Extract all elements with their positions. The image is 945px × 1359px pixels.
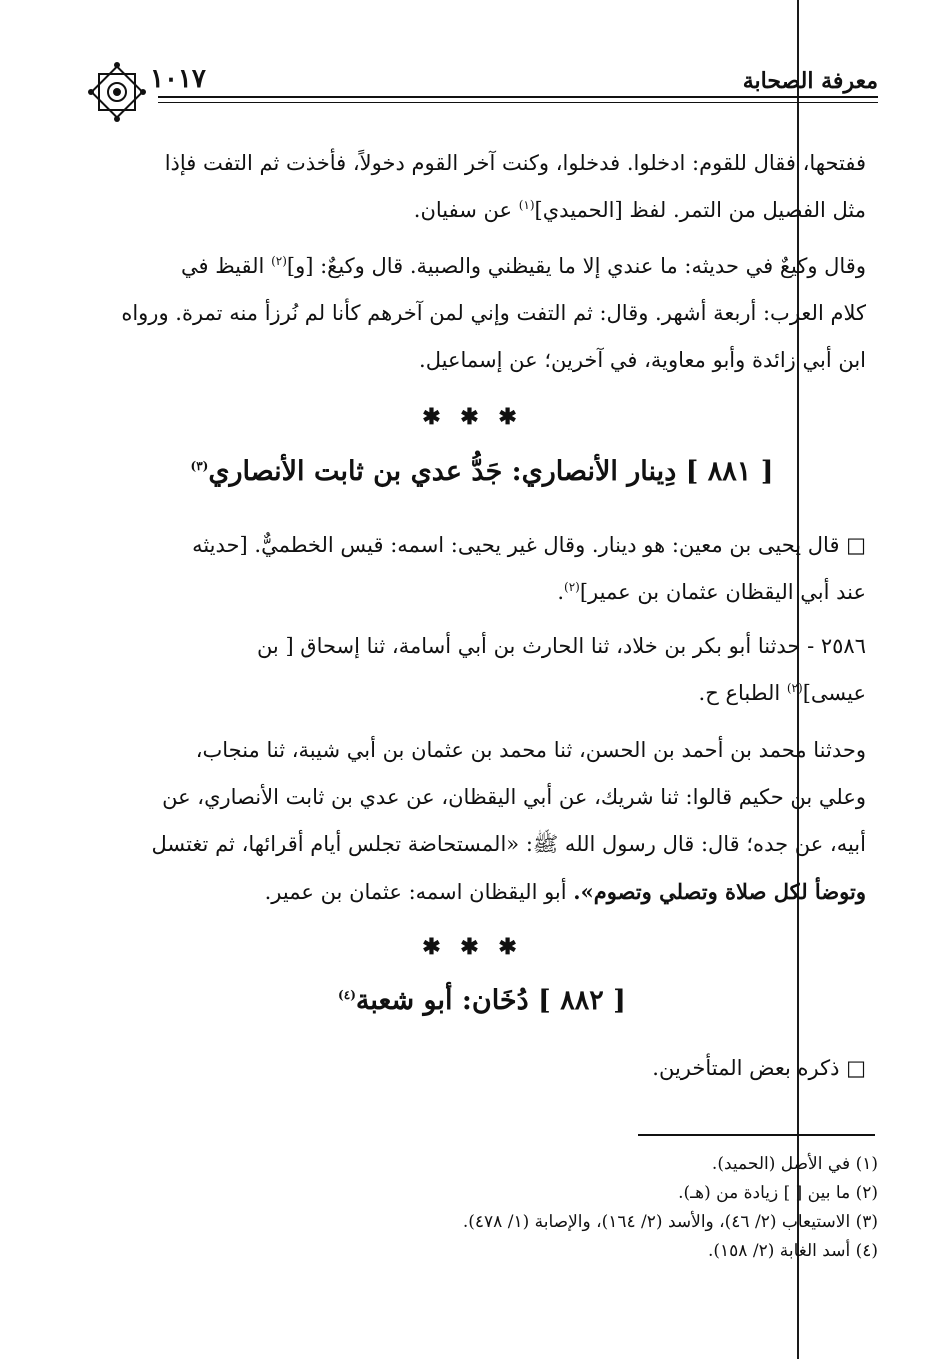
- entry-heading-881: [98, 456, 866, 487]
- hadith-2586-isnad: [98, 623, 866, 717]
- footnote-item: (٣) الاستيعاب (٢/ ٤٦)، والأسد (٢/ ١٦٤)، والإصابة (١/ ٤٧٨).: [462, 1212, 878, 1232]
- rosette-ornament-icon: [88, 60, 146, 124]
- text-line: كلام العرب: أربعة أشهر. وقال: ثم التفت وإني لمن آخرهم كأنا لم نُرزأ منه تمرة. ورواه: [121, 301, 866, 325]
- entry-881-bio: [98, 522, 866, 616]
- text-line: [98, 243, 866, 290]
- continuation-paragraph: [98, 140, 866, 234]
- text-line: ففتحها، فقال للقوم: ادخلوا. فدخلوا، وكنت آخر القوم دخولاً، فأخذت ثم التفت فإذا: [164, 151, 866, 175]
- footnote-ref: (٢): [271, 254, 287, 268]
- section-separator: ✱ ✱ ✱: [422, 404, 523, 430]
- text-line: وحدثنا محمد بن أحمد بن الحسن، ثنا محمد بن عثمان بن أبي شيبة، ثنا منجاب،: [195, 738, 866, 762]
- footnote-item: (٢) ما بين [ ] زيادة من (هـ).: [678, 1183, 878, 1203]
- text-line: أبيه، عن جده؛ قال: قال رسول الله ﷺ: «المستحاضة تجلس أيام أقرائها، ثم تغتسل: [151, 832, 866, 856]
- page-number: ١٠١٧: [150, 64, 206, 94]
- footnote-item: (٤) أسد الغابة (٢/ ١٥٨).: [707, 1241, 878, 1261]
- text-segment: .: [557, 580, 565, 604]
- footnote-ref: (١): [518, 198, 535, 212]
- footnote-item: (١) في الأصل (الحميد).: [711, 1154, 878, 1174]
- hadith-2586-body: [98, 727, 866, 916]
- footnote-rule: [638, 1134, 875, 1136]
- footnotes: [98, 1150, 878, 1266]
- text-segment: عن سفيان.: [413, 198, 519, 222]
- entry-heading-882: [98, 985, 866, 1016]
- text-segment: عيسى]: [802, 681, 866, 705]
- text-line: ٢٥٨٦ - حدثنا أبو بكر بن خلاد، ثنا الحارث بن أبي أسامة، ثنا إسحاق [ بن: [256, 634, 866, 658]
- section-separator: ✱ ✱ ✱: [422, 934, 523, 960]
- text-segment: أبو اليقظان اسمه: عثمان بن عمير.: [264, 880, 574, 904]
- text-segment: القيظ في: [181, 254, 272, 278]
- heading-text: [ ٨٨١ ] دِينار الأنصاري: جَدُّ عدي بن ثابت الأنصاري: [208, 456, 774, 487]
- text-line: ابن أبي زائدة وأبو معاوية، في آخرين؛ عن إسماعيل.: [419, 348, 866, 372]
- text-line: □ قال يحيى بن معين: هو دينار. وقال غير يحيى: اسمه: قيس الخطميٌّ. [حديثه: [192, 533, 866, 557]
- book-title: معرفة الصحابة: [742, 68, 878, 94]
- waki-paragraph: [98, 243, 866, 384]
- text-segment: وقال وكيعٌ في حديثه: ما عندي إلا ما يقيظني والصبية. قال وكيعٌ: [و]: [286, 254, 866, 278]
- text-line: وعلي بن حكيم قالوا: ثنا شريك، عن أبي اليقظان، عن عدي بن ثابت الأنصاري، عن: [162, 785, 866, 809]
- text-line: □ ذكره بعض المتأخرين.: [652, 1056, 866, 1080]
- text-line: [98, 187, 866, 234]
- hadith-matn-bold: وتوضأ لكل صلاة وتصلي وتصوم».: [573, 879, 866, 904]
- text-segment: الطباع ح.: [698, 681, 787, 705]
- header-rule: [158, 96, 878, 103]
- text-segment: عند أبي اليقظان عثمان بن عمير]: [579, 580, 866, 604]
- entry-882-bio: [98, 1045, 866, 1092]
- text-line: [98, 868, 866, 916]
- footnote-ref: (٢): [786, 681, 803, 695]
- text-line: [98, 670, 866, 717]
- text-segment: مثل الفصيل من التمر. لفظ [الحميدي]: [534, 198, 866, 222]
- page-header: [88, 60, 878, 130]
- footnote-ref: (٣): [190, 459, 209, 473]
- text-line: [98, 569, 866, 616]
- footnote-ref: (٤): [338, 988, 356, 1002]
- heading-text: [ ٨٨٢ ] دُخَان: أبو شعبة: [355, 985, 626, 1016]
- footnote-ref: (٢): [564, 580, 580, 594]
